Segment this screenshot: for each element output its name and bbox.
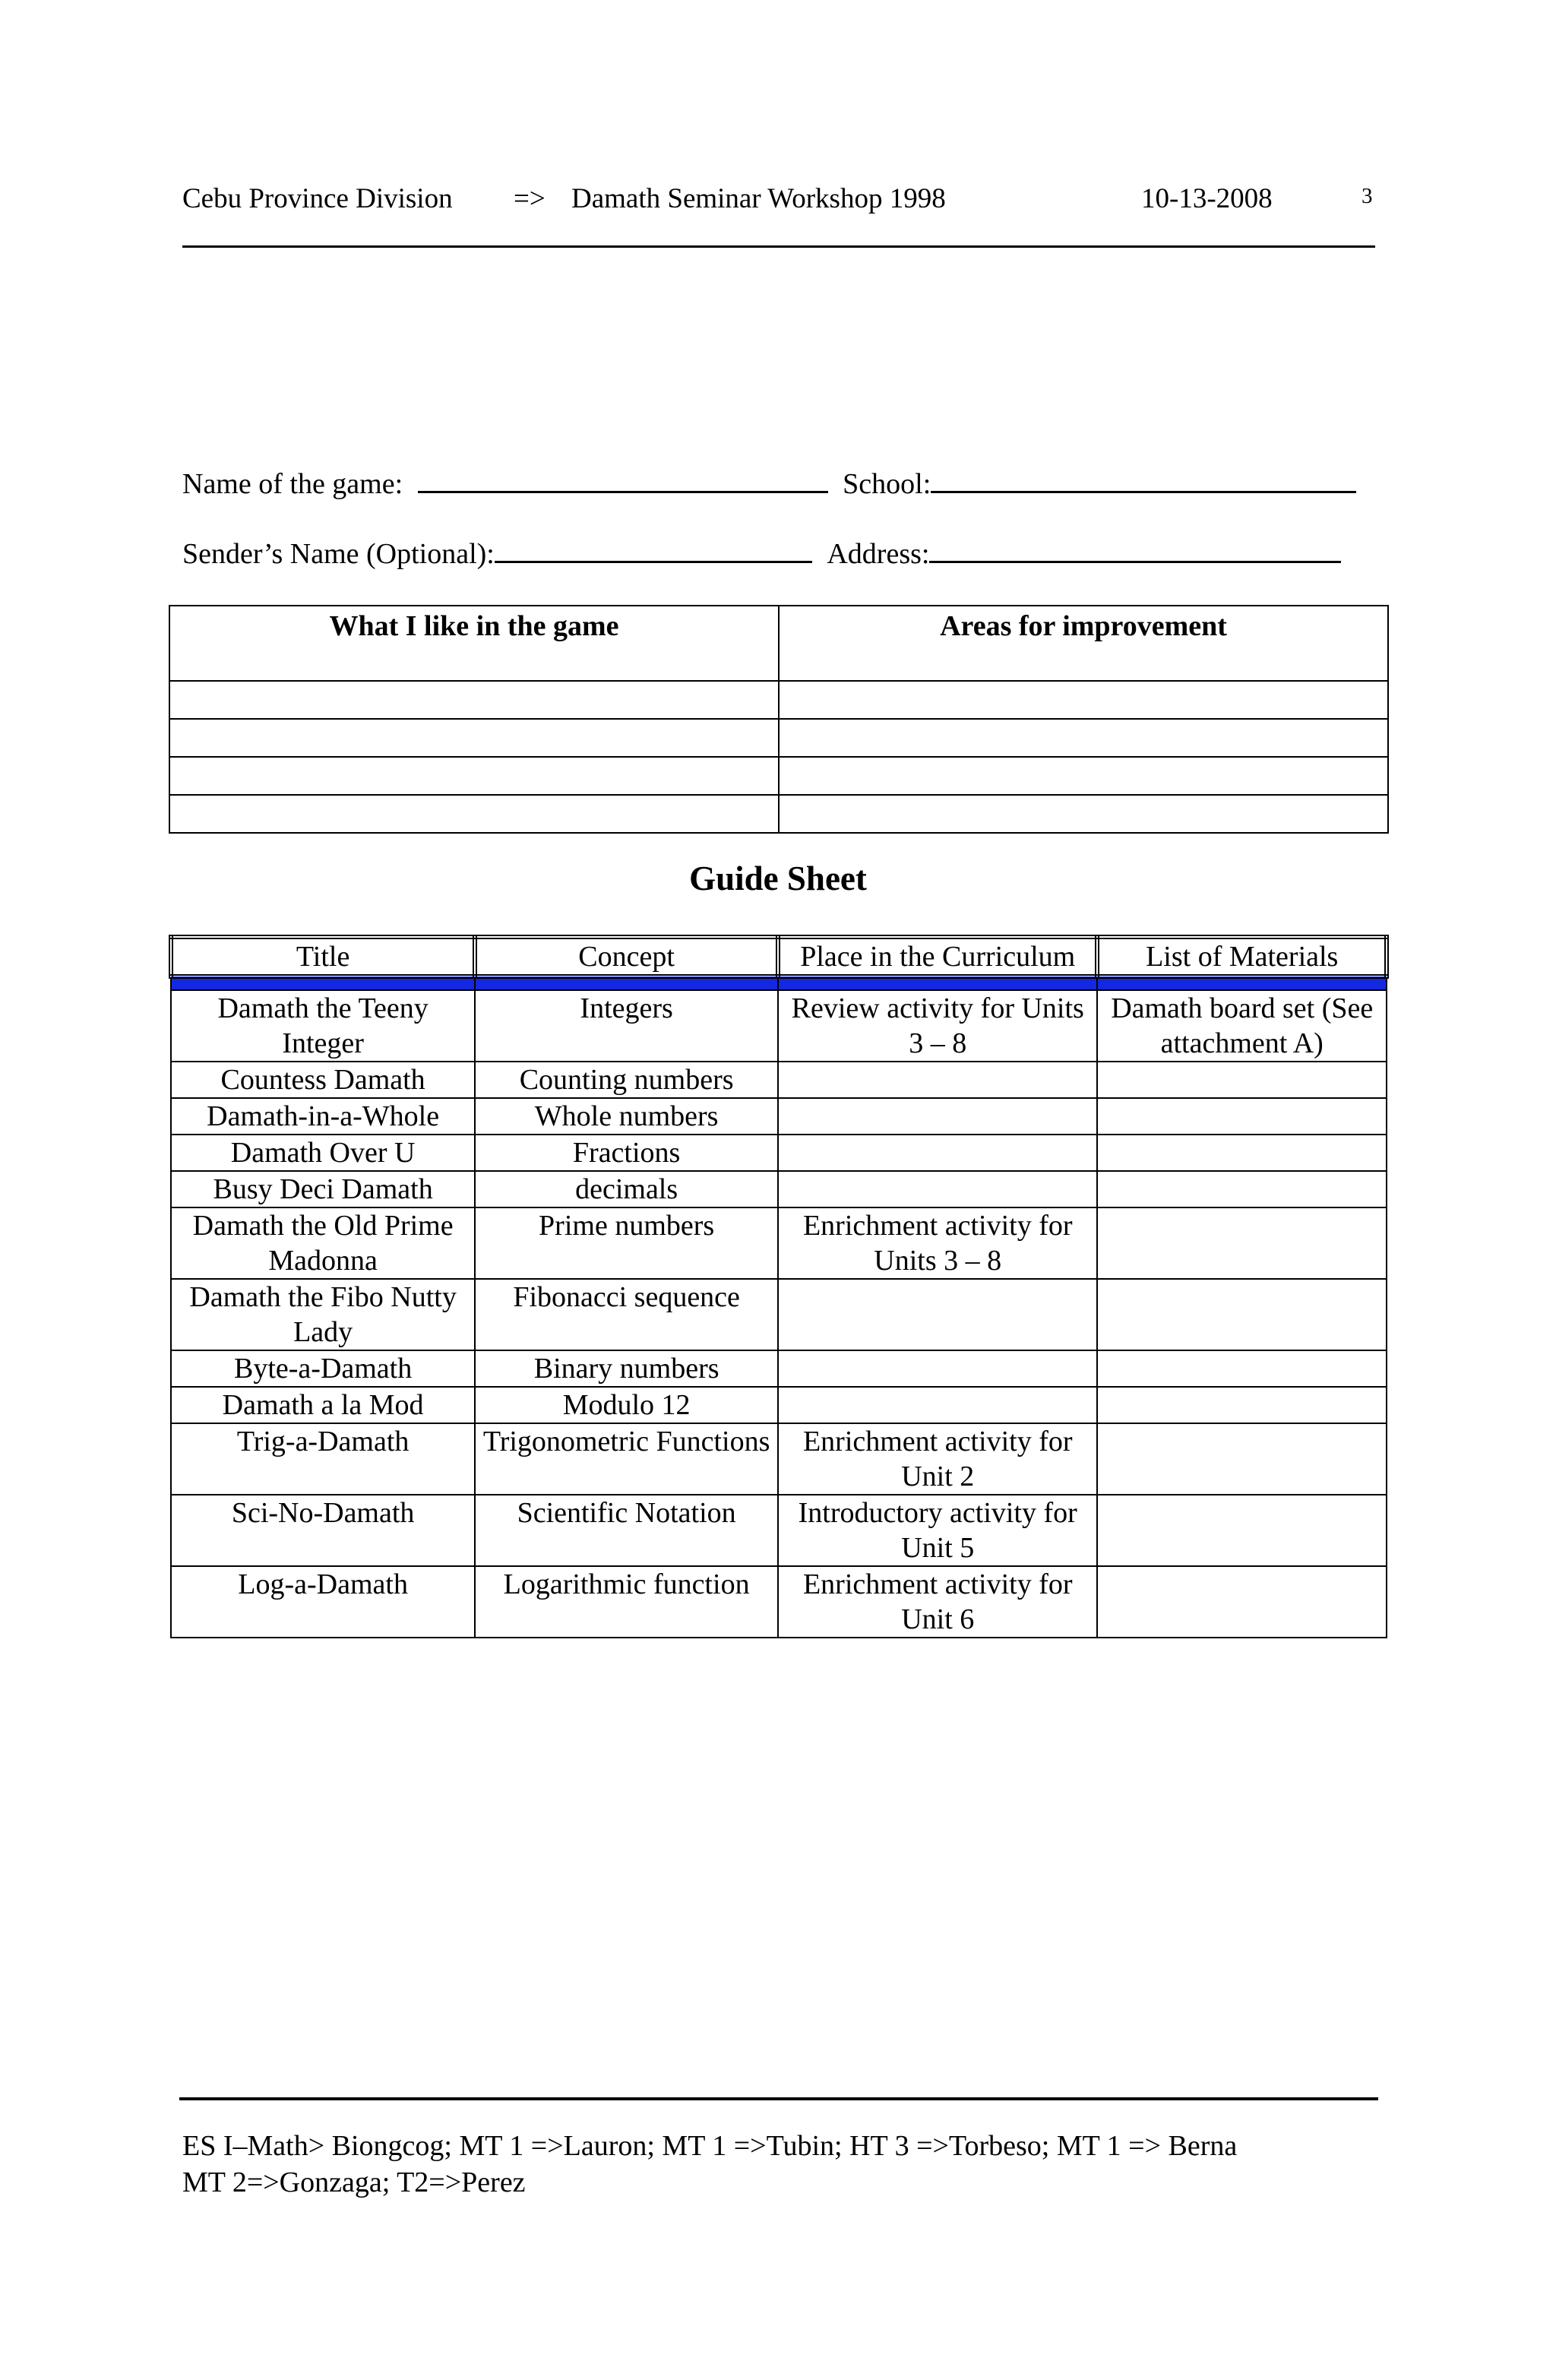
footer-line-2: MT 2=>Gonzaga; T2=>Perez [182,2166,526,2198]
guide-cell-concept: Fibonacci sequence [475,1279,778,1350]
guide-table [169,935,1389,1638]
guide-cell-title: Busy Deci Damath [171,1171,475,1207]
footer-line-1: ES I–Math> Biongcog; MT 1 =>Lauron; MT 1 =>Tubin; HT 3 =>Torbeso; MT 1 => Berna [182,2130,1238,2162]
guide-cell-materials: Damath board set (See attachment A) [1097,990,1387,1062]
address-label: Address: [827,538,930,570]
guide-cell-concept: decimals [475,1171,778,1207]
guide-cell-title: Byte-a-Damath [171,1350,475,1387]
sender-name-label: Sender’s Name (Optional): [182,538,495,570]
guide-cell-concept: Logarithmic function [475,1566,778,1638]
form-line-sender [182,535,1341,571]
guide-cell-title: Damath Over U [171,1135,475,1171]
guide-header-bar [171,976,1387,990]
guide-cell-place [778,1135,1097,1171]
guide-cell-materials [1097,1062,1387,1098]
guide-cell-place [778,1279,1097,1350]
guide-cell-place: Enrichment activity for Unit 6 [778,1566,1097,1638]
feedback-cell[interactable] [169,719,779,757]
guide-cell-place [778,1062,1097,1098]
guide-cell-concept: Scientific Notation [475,1495,778,1566]
table-row [171,1279,1387,1350]
guide-cell-place: Enrichment activity for Unit 2 [778,1423,1097,1495]
school-label: School: [843,468,931,500]
guide-cell-concept: Integers [475,990,778,1062]
table-row [171,1207,1387,1279]
feedback-row [169,719,1388,757]
guide-cell-materials [1097,1098,1387,1135]
guide-cell-title: Countess Damath [171,1062,475,1098]
guide-cell-concept: Trigonometric Functions [475,1423,778,1495]
guide-cell-materials [1097,1135,1387,1171]
table-row [171,1495,1387,1566]
guide-cell-concept: Modulo 12 [475,1387,778,1423]
game-name-field[interactable] [418,465,828,493]
guide-cell-materials [1097,1350,1387,1387]
header-rule [182,245,1375,248]
guide-cell-title: Damath the Teeny Integer [171,990,475,1062]
feedback-cell[interactable] [169,681,779,719]
table-row [171,1350,1387,1387]
guide-body [171,990,1387,1638]
guide-cell-place: Introductory activity for Unit 5 [778,1495,1097,1566]
guide-col-materials: List of Materials [1097,937,1387,976]
feedback-row [169,681,1388,719]
guide-cell-title: Damath a la Mod [171,1387,475,1423]
header-date: 10-13-2008 [1141,183,1273,214]
feedback-cell[interactable] [779,719,1388,757]
page-number: 3 [1362,184,1373,208]
guide-cell-concept: Prime numbers [475,1207,778,1279]
table-row [171,1566,1387,1638]
guide-col-place: Place in the Curriculum [778,937,1097,976]
table-row [171,1387,1387,1423]
guide-header-row [171,937,1387,976]
guide-cell-place [778,1098,1097,1135]
guide-cell-title: Sci-No-Damath [171,1495,475,1566]
footer-rule [179,2097,1378,2100]
feedback-cell[interactable] [779,681,1388,719]
feedback-col-improve: Areas for improvement [779,606,1388,681]
school-field[interactable] [931,465,1356,493]
form-line-game [182,465,1356,501]
guide-cell-concept: Counting numbers [475,1062,778,1098]
guide-cell-materials [1097,1279,1387,1350]
guide-cell-place [778,1350,1097,1387]
game-name-label: Name of the game: [182,468,403,500]
guide-cell-concept: Whole numbers [475,1098,778,1135]
table-row [171,990,1387,1062]
header-arrow: => [514,183,546,214]
guide-cell-concept: Fractions [475,1135,778,1171]
guide-cell-place [778,1171,1097,1207]
feedback-col-like: What I like in the game [169,606,779,681]
feedback-header-row [169,606,1388,681]
guide-cell-materials [1097,1207,1387,1279]
feedback-row [169,757,1388,795]
guide-cell-title: Damath the Fibo Nutty Lady [171,1279,475,1350]
guide-cell-place: Review activity for Units 3 – 8 [778,990,1097,1062]
feedback-cell[interactable] [169,795,779,833]
guide-cell-materials [1097,1423,1387,1495]
feedback-cell[interactable] [779,795,1388,833]
table-row [171,1135,1387,1171]
feedback-cell[interactable] [779,757,1388,795]
guide-col-title: Title [171,937,475,976]
sender-name-field[interactable] [495,535,812,563]
guide-cell-place [778,1387,1097,1423]
guide-cell-materials [1097,1566,1387,1638]
table-row [171,1423,1387,1495]
header-division: Cebu Province Division [182,183,453,214]
table-row [171,1062,1387,1098]
table-row [171,1098,1387,1135]
guide-cell-title: Damath-in-a-Whole [171,1098,475,1135]
guide-cell-materials [1097,1387,1387,1423]
guide-cell-title: Damath the Old Prime Madonna [171,1207,475,1279]
feedback-cell[interactable] [169,757,779,795]
guide-cell-materials [1097,1495,1387,1566]
table-row [171,1171,1387,1207]
header-workshop: Damath Seminar Workshop 1998 [571,183,946,214]
feedback-row [169,795,1388,833]
guide-cell-materials [1097,1171,1387,1207]
address-field[interactable] [929,535,1341,563]
guide-sheet-title: Guide Sheet [689,859,867,897]
feedback-table [169,605,1389,834]
guide-cell-title: Log-a-Damath [171,1566,475,1638]
guide-col-concept: Concept [475,937,778,976]
guide-cell-title: Trig-a-Damath [171,1423,475,1495]
guide-cell-concept: Binary numbers [475,1350,778,1387]
guide-cell-place: Enrichment activity for Units 3 – 8 [778,1207,1097,1279]
